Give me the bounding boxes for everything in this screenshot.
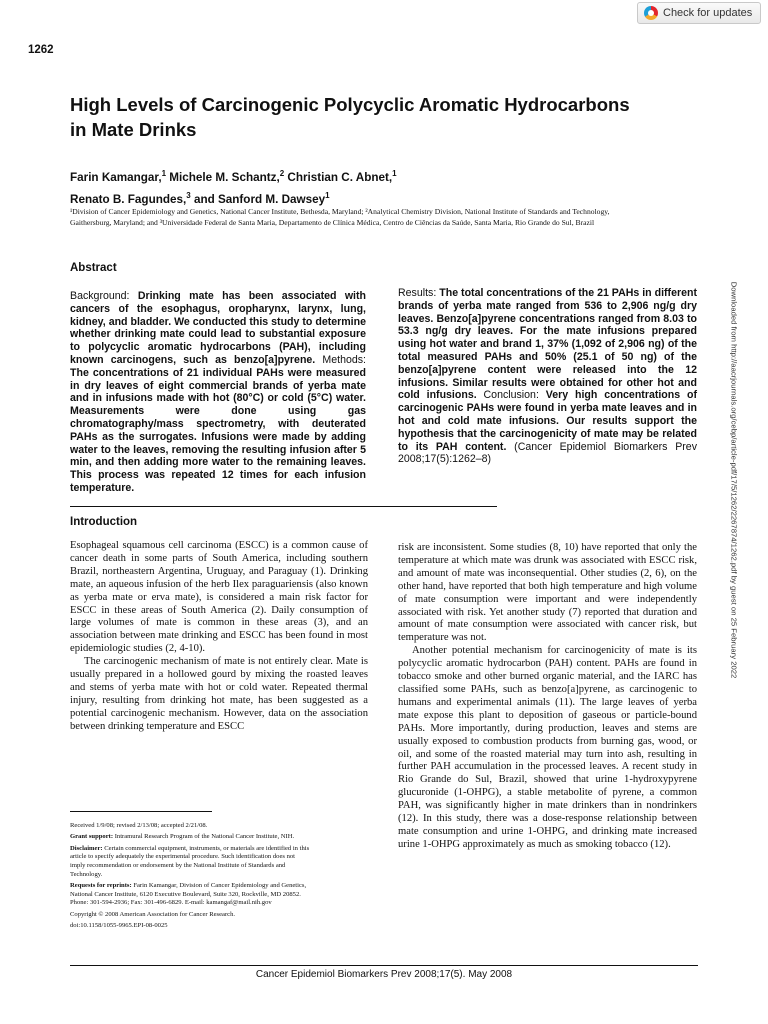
- download-banner-text[interactable]: Downloaded from http://aacrjournals.org/cebp/article-pdf/17/5/1262/2267874/1262.pdf by guest on 25 February 2022: [729, 281, 739, 679]
- abstract-right-column: [398, 287, 697, 466]
- author-name: Farin Kamangar,: [70, 170, 162, 184]
- footer-divider: [70, 965, 698, 966]
- disclaimer: [70, 845, 310, 880]
- reprint-requests: [70, 882, 310, 908]
- abstract-citation: (Cancer Epidemiol Biomarkers Prev 2008;17(5):1262–8): [398, 440, 697, 466]
- introduction-left-column: [70, 540, 368, 734]
- author-affiliation-mark: 2: [279, 169, 285, 178]
- author-name: Michele M. Schantz,: [169, 170, 280, 184]
- article-title: High Levels of Carcinogenic Polycyclic Aromatic Hydrocarbons in Mate Drinks: [70, 94, 630, 140]
- author-affiliation-mark: 1: [161, 169, 167, 178]
- methods-text: The concentrations of 21 individual PAHs were measured in dry leaves of eight commercial brands of yerba mate and in infusions made with hot (80°C) or cold (5°C) water. Measurements were done using gas chromatography/mass spectrometry, with deuterated PAHs as the surrogates. Infusions were made by adding water to the leaves, removing the resulting infusion after 5 min, and then adding more water to the remaining leaves. This process was repeated 12 times for each infusion temperature.: [70, 366, 366, 494]
- paragraph: risk are inconsistent. Some studies (8, 10) have reported that only the temperature at which mate was drunk was associated with ESCC risk, and amount of mate was inconsequential. Other studies (2, 6), on the other hand, have reported that both high temperature and high volume of mate consumption were important and were independently associated with risk. Yet another study (7) reported that duration and amount of mate consumption were associated with cancer risk, but temperature was not.: [398, 542, 697, 644]
- abstract-left-column: [70, 290, 366, 495]
- results-label: Results:: [398, 287, 437, 299]
- author-affiliation-mark: 1: [325, 190, 330, 200]
- paragraph: Another potential mechanism for carcinogenicity of mate is its polycyclic aromatic hydrocarbon (PAH) content. PAHs are found in tobacco smoke and other burned organic material, and the IARC has classified some PAHs, such as benzo[a]pyrene, as carcinogenic to humans and experimental animals (11). The large leaves of yerba mate expose this plant to deposition of gaseous or particle-bound PAHs. More importantly, during production, leaves and stems are usually exposed to combustion products from burning gas, wood, or oil, and some of the roasted material may turn into ash, resulting in further PAH accumulation in the processed leaves. A recent study in Rio Grande do Sul, Brazil, showed that urine 1-hydroxypyrene glucuronide (1-OHPG), a stable metabolite of pyrene, a common PAH, was significantly higher in mate drinkers than in nondrinkers (12). In this study, there was a dose-response relationship between mate consumption and urine 1-OHPG, and drinking mate increased urine 1-OHPG approximately as much as smoking tobacco (12).: [398, 645, 697, 850]
- check-for-updates-label: Check for updates: [663, 7, 753, 19]
- abstract-divider: [70, 506, 497, 507]
- crossmark-icon: [644, 6, 658, 20]
- disclaimer-text: Certain commercial equipment, instruments, or materials are identified in this article to specify adequately the experimental procedure. Such identification does not imply recommendation or endorsement by the National Institute of Standards and Technology.: [70, 844, 310, 878]
- page-number: 1262: [28, 44, 54, 56]
- journal-footer: Cancer Epidemiol Biomarkers Prev 2008;17(5). May 2008: [255, 969, 513, 980]
- grant-support: [70, 833, 310, 842]
- received-dates: Received 1/9/08; revised 2/13/08; accepted 2/21/08.: [70, 822, 208, 829]
- disclaimer-label: Disclaimer:: [70, 844, 103, 852]
- results-text: The total concentrations of the 21 PAHs in different brands of yerba mate ranged from 536 to 2,906 ng/g dry leaves. Benzo[a]pyrene concentrations ranged from 8.03 to 53.3 ng/g dry leaves. For the mate infusions prepared using hot water and brand 1, 37% (1,092 of 2,906 ng) of the total measured PAHs and 50% (25.1 of 50 ng) of the benzo[a]pyrene content were released into the 12 infusions. Similar results were obtained for other hot and cold infusions.: [398, 287, 697, 402]
- author-affiliation-mark: 3: [186, 190, 191, 200]
- author-list: [70, 165, 590, 209]
- doi[interactable]: doi:10.1158/1055-9965.EPI-08-0025: [70, 922, 168, 929]
- footnotes: [70, 822, 310, 933]
- grant-label: Grant support:: [70, 833, 114, 841]
- affiliations: ¹Division of Cancer Epidemiology and Genetics, National Cancer Institute, Bethesda, Maryland; ²Analytical Chemistry Division, National Institute of Standards and Technology, Gaithersburg, Maryland; and ³Universidade Federal de Santa Maria, Departamento de Clínica Médica, Centro de Ciências da Saúde, Santa Maria, Rio Grande do Sul, Brazil: [70, 207, 610, 228]
- paragraph: Esophageal squamous cell carcinoma (ESCC) is a common cause of cancer death in some parts of South America, including southern Brazil, northeastern Argentina, Uruguay, and Paraguay (1). Drinking mate, an aqueous infusion of the herb Ilex paraguariensis (also known as yerba mate or erva mate), is considered a main risk factor for ESCC in these areas of South America (2). Daily consumption of large volumes of mate is common in these areas (3), and an association between mate drinking and ESCC has been found in most epidemiologic studies (2, 4-10).: [70, 540, 368, 655]
- check-for-updates-button[interactable]: [637, 2, 761, 24]
- author-name: Christian C. Abnet,: [287, 170, 393, 184]
- author-name: and Sanford M. Dawsey: [193, 192, 326, 206]
- copyright: Copyright © 2008 American Association for Cancer Research.: [70, 910, 236, 918]
- author-affiliation-mark: 1: [392, 169, 397, 178]
- reprints-text: Farin Kamangar, Division of Cancer Epidemiology and Genetics, National Cancer Institute, 6120 Executive Boulevard, Suite 320, Rockville, MD 20852. Phone: 301-594-2936; Fax: 301-496-6829. E-mail: kamangaf@mail.nih.gov: [70, 882, 307, 907]
- abstract-heading: Abstract: [70, 262, 117, 274]
- introduction-right-column: [398, 542, 697, 852]
- conclusion-text: Very high concentrations of carcinogenic PAHs were found in yerba mate leaves and in hot and cold mate infusions. Our results support the hypothesis that the carcinogenicity of mate may be related to its PAH content.: [398, 389, 697, 453]
- introduction-heading: Introduction: [70, 516, 138, 528]
- paragraph: The carcinogenic mechanism of mate is not entirely clear. Mate is usually prepared in a hollowed gourd by mixing the roasted leaves and stems of yerba mate with hot or cold water. Repeated thermal injury, resulting from drinking hot mate, has been suggested as a potential carcinogenic mechanism. However, data on the association between drinking temperature and ESCC: [70, 656, 368, 732]
- author-name: Renato B. Fagundes,: [70, 192, 187, 206]
- conclusion-label: Conclusion:: [483, 389, 539, 402]
- background-label: Background:: [70, 290, 130, 302]
- background-text: Drinking mate has been associated with cancers of the esophagus, oropharynx, larynx, lung, kidney, and bladder. We conducted this study to determine whether drinking mate could lead to substantial exposure to polycyclic aromatic hydrocarbons (PAH), including known carcinogens, such as benzo[a]pyrene.: [70, 290, 366, 366]
- methods-label: Methods:: [322, 353, 366, 366]
- grant-text: Intramural Research Program of the National Cancer Institute, NIH.: [114, 833, 295, 841]
- footnote-divider: [70, 811, 212, 812]
- reprints-label: Requests for reprints:: [70, 882, 132, 889]
